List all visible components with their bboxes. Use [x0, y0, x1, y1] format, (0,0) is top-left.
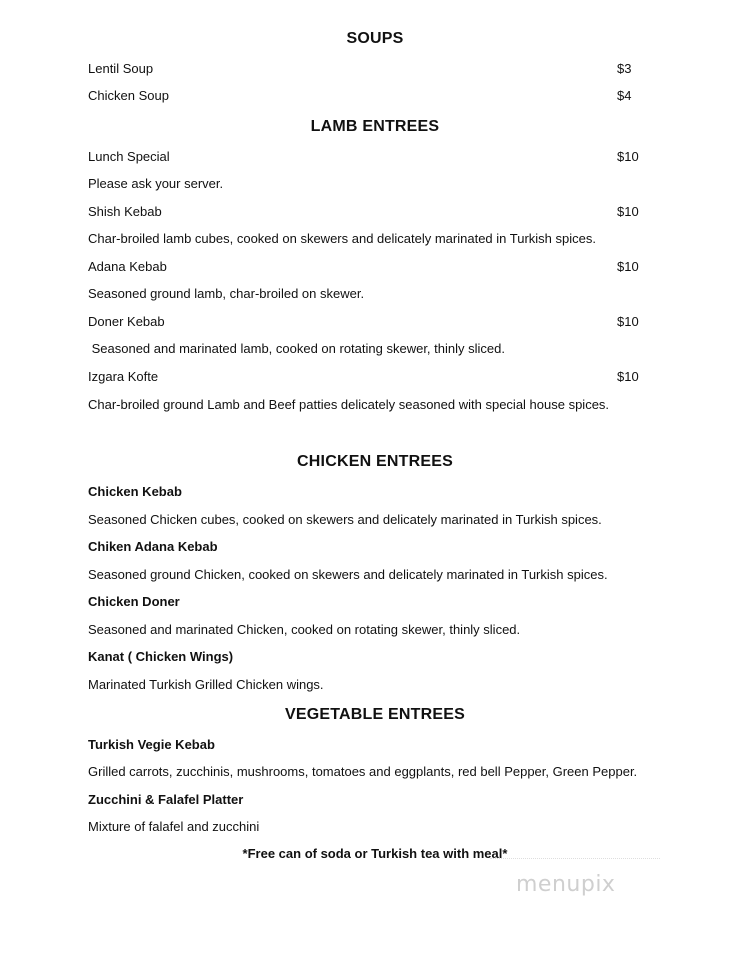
menu-item-description: Mixture of falafel and zucchini	[88, 819, 260, 834]
menu-item-name: Izgara Kofte	[88, 369, 159, 384]
menu-item-description: Char-broiled ground Lamb and Beef patties delicately seasoned with special house spices.	[88, 397, 610, 412]
menu-item-description: Char-broiled lamb cubes, cooked on skewers and delicately marinated in Turkish spices.	[88, 231, 596, 246]
section-title-lamb: LAMB ENTREES	[310, 118, 440, 135]
menu-item-name: Chicken Kebab	[88, 484, 182, 499]
menu-item-price: $4	[617, 88, 632, 103]
menu-item-price: $3	[617, 61, 632, 76]
menu-item-description: Seasoned and marinated lamb, cooked on rotating skewer, thinly sliced.	[88, 341, 505, 356]
section-title-vegetable: VEGETABLE ENTREES	[284, 706, 466, 723]
menu-item-name: Shish Kebab	[88, 204, 162, 219]
menu-item-name: Turkish Vegie Kebab	[88, 737, 215, 752]
watermark-divider	[490, 858, 660, 867]
menu-item-price: $10	[617, 149, 639, 164]
menu-item-price: $10	[617, 314, 639, 329]
menu-item-name: Zucchini & Falafel Platter	[88, 792, 244, 807]
menu-item-description: Seasoned Chicken cubes, cooked on skewers and delicately marinated in Turkish spices.	[88, 512, 602, 527]
menu-item-description: Seasoned ground lamb, char-broiled on skewer.	[88, 286, 365, 301]
section-title-soups: SOUPS	[346, 30, 404, 47]
menu-item-name: Lentil Soup	[88, 61, 154, 76]
menu-item-price: $10	[617, 204, 639, 219]
menu-item-name: Kanat ( Chicken Wings)	[88, 649, 234, 664]
watermark-logo: menupix	[516, 872, 616, 897]
menu-item-description: Marinated Turkish Grilled Chicken wings.	[88, 677, 324, 692]
menu-item-description: Please ask your server.	[88, 176, 224, 191]
menu-item-name: Chiken Adana Kebab	[88, 539, 218, 554]
menu-item-name: Chicken Doner	[88, 594, 180, 609]
menu-item-price: $10	[617, 369, 639, 384]
menu-item-name: Doner Kebab	[88, 314, 165, 329]
menu-item-price: $10	[617, 259, 639, 274]
menu-item-name: Chicken Soup	[88, 88, 169, 103]
menu-item-name: Adana Kebab	[88, 259, 167, 274]
footer-note: *Free can of soda or Turkish tea with meal*	[242, 846, 508, 861]
menu-item-description: Grilled carrots, zucchinis, mushrooms, tomatoes and eggplants, red bell Pepper, Green Pepper.	[88, 764, 638, 779]
menu-item-description: Seasoned ground Chicken, cooked on skewers and delicately marinated in Turkish spices.	[88, 567, 608, 582]
menu-item-name: Lunch Special	[88, 149, 170, 164]
section-title-chicken: CHICKEN ENTREES	[297, 453, 453, 470]
menu-item-description: Seasoned and marinated Chicken, cooked on rotating skewer, thinly sliced.	[88, 622, 521, 637]
